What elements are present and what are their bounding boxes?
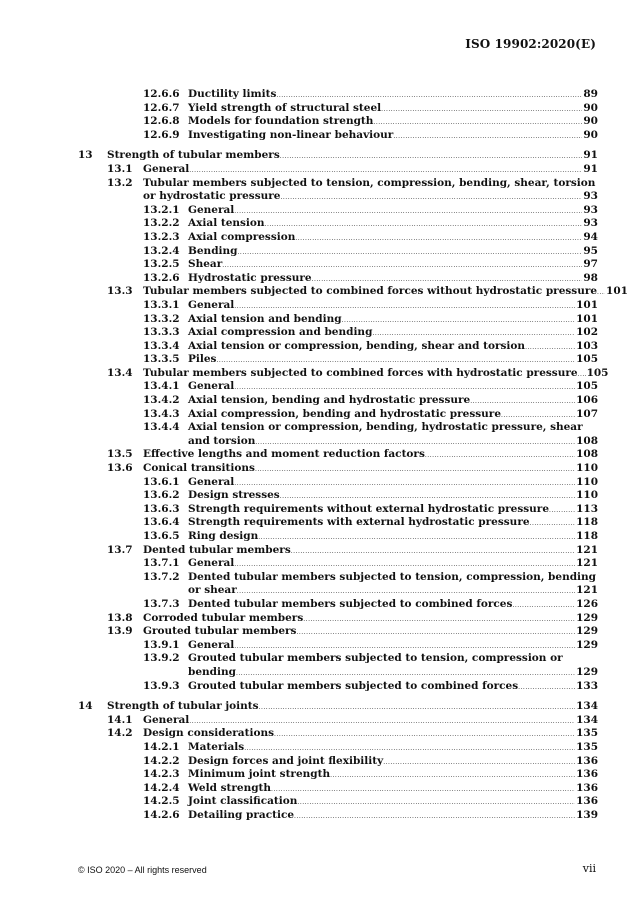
- toc-dot-leader: [234, 204, 582, 219]
- toc-entry-title: Hydrostatic pressure: [188, 271, 312, 284]
- toc-entry-number: 13.4.1: [143, 380, 180, 393]
- toc-dot-leader: [255, 435, 575, 450]
- toc-entry-number: 13.2.2: [143, 217, 180, 230]
- toc-entry-page: 91: [583, 162, 598, 175]
- toc-dot-leader: [222, 258, 582, 273]
- toc-entry-page: 139: [576, 808, 598, 821]
- toc-entry-title: Effective lengths and moment reduction factors: [143, 448, 425, 461]
- toc-entry-number: 14.2.4: [143, 781, 180, 794]
- toc-entry-number: 14.2: [107, 727, 133, 740]
- toc-dot-leader: [383, 755, 575, 770]
- toc-dot-leader: [303, 612, 575, 627]
- toc-entry[interactable]: [78, 299, 598, 313]
- toc-entry-page: 91: [583, 149, 598, 162]
- toc-entry-page: 118: [576, 516, 598, 529]
- toc-dot-leader: [189, 163, 582, 178]
- toc-entry-page: 129: [576, 611, 598, 624]
- toc-entry-page: 134: [576, 713, 598, 726]
- toc-entry[interactable]: [78, 530, 598, 544]
- toc-entry[interactable]: [78, 680, 598, 694]
- toc-dot-leader: [280, 190, 582, 205]
- toc-dot-leader: [274, 727, 575, 742]
- toc-entry-page: 136: [576, 781, 598, 794]
- toc-entry-page: 121: [576, 584, 598, 597]
- toc-entry-title: Design stresses: [188, 489, 280, 502]
- toc-entry-title: Piles: [188, 353, 217, 366]
- toc-entry-page: 101: [576, 298, 598, 311]
- toc-entry-number: 13.2.3: [143, 230, 180, 243]
- toc-entry[interactable]: [78, 231, 598, 245]
- toc-entry-number: 13.7.2: [143, 570, 180, 583]
- toc-entry-number: 13.2.4: [143, 244, 180, 257]
- toc-dot-leader: [259, 700, 576, 715]
- toc-entry-title: Minimum joint strength: [188, 768, 331, 781]
- toc-entry[interactable]: [78, 394, 598, 408]
- toc-entry[interactable]: [78, 700, 598, 714]
- toc-entry-page: 106: [576, 394, 598, 407]
- toc-entry-page: 101: [576, 312, 598, 325]
- toc-entry-page: 134: [576, 700, 598, 713]
- toc-entry-number: 13.3.5: [143, 353, 180, 366]
- toc-dot-leader: [501, 408, 575, 423]
- toc-entry-page: 105: [576, 380, 598, 393]
- toc-entry[interactable]: [78, 768, 598, 782]
- toc-entry-title: Tubular members subjected to combined forces with hydrostatic pressure: [143, 366, 578, 379]
- toc-entry-title: General: [188, 557, 235, 570]
- toc-entry[interactable]: [78, 115, 598, 129]
- toc-entry-page: 113: [576, 502, 598, 515]
- toc-entry-title: General: [188, 475, 235, 488]
- toc-entry-number: 13.6.3: [143, 502, 180, 515]
- toc-entry-page: 129: [576, 625, 598, 638]
- toc-entry-page: 110: [576, 475, 598, 488]
- toc-entry-number: 13.5: [107, 448, 133, 461]
- toc-entry-number: 13.6.1: [143, 475, 180, 488]
- toc-dot-leader: [512, 598, 575, 613]
- toc-entry[interactable]: [78, 557, 598, 571]
- table-of-contents: [78, 88, 628, 822]
- toc-entry[interactable]: [78, 727, 598, 741]
- toc-entry-number: 13.6.5: [143, 530, 180, 542]
- toc-entry-title: General: [143, 162, 190, 175]
- toc-entry[interactable]: [78, 408, 598, 422]
- toc-entry[interactable]: [78, 625, 598, 639]
- toc-entry-title: Strength requirements without external hydrostatic pressure: [188, 502, 550, 515]
- toc-entry-number: 14.2.5: [143, 795, 180, 808]
- toc-entry-title: Axial compression and bending: [188, 326, 373, 339]
- toc-entry[interactable]: [78, 380, 598, 394]
- toc-entry-title: Strength requirements with external hydrostatic pressure: [188, 516, 530, 529]
- toc-entry[interactable]: [78, 204, 598, 218]
- toc-entry-title: Axial tension: [188, 217, 265, 230]
- toc-entry[interactable]: [78, 503, 598, 517]
- toc-entry-title: or hydrostatic pressure: [143, 190, 281, 203]
- toc-entry-page: 110: [576, 489, 598, 502]
- toc-entry-title: Axial tension or compression, bending, shear and torsion: [188, 339, 526, 352]
- toc-entry[interactable]: [78, 129, 598, 143]
- toc-dot-leader: [216, 353, 575, 368]
- toc-entry-number: 13.2.1: [143, 203, 180, 216]
- toc-dot-leader: [280, 489, 575, 504]
- toc-entry[interactable]: [78, 544, 598, 558]
- toc-entry-number: 12.6.9: [143, 128, 180, 141]
- toc-entry-title: Axial tension, bending and hydrostatic pressure: [188, 394, 471, 407]
- toc-dot-leader: [330, 768, 575, 783]
- toc-entry-number: 13.2.5: [143, 258, 180, 271]
- toc-entry-number: 13.3.2: [143, 312, 180, 325]
- toc-entry-number: 14.2.2: [143, 754, 180, 767]
- toc-entry-number: 13.4.2: [143, 394, 180, 407]
- toc-dot-leader: [234, 639, 575, 654]
- toc-entry-title: Design forces and joint flexibility: [188, 754, 384, 767]
- toc-entry-title: Models for foundation strength: [188, 115, 374, 128]
- toc-entry-number: 13.3: [107, 285, 133, 298]
- toc-entry[interactable]: [78, 177, 598, 191]
- toc-entry-page: 93: [583, 217, 598, 230]
- toc-entry[interactable]: [78, 516, 598, 530]
- toc-entry-title: Detailing practice: [188, 808, 295, 821]
- toc-entry[interactable]: [78, 448, 598, 462]
- toc-dot-leader: [255, 462, 575, 477]
- toc-entry[interactable]: [78, 462, 598, 476]
- toc-dot-leader: [234, 557, 575, 572]
- toc-dot-leader: [525, 340, 575, 355]
- toc-entry-page: 94: [583, 230, 598, 243]
- toc-entry-page: 110: [576, 462, 598, 475]
- toc-dot-leader: [393, 129, 582, 144]
- toc-entry-number: 14.2.6: [143, 808, 180, 821]
- toc-entry-number: 13.3.4: [143, 339, 180, 352]
- toc-entry[interactable]: [78, 245, 598, 259]
- toc-entry[interactable]: [78, 102, 598, 116]
- toc-entry-number: 13.4: [107, 366, 133, 379]
- toc-dot-leader: [280, 149, 583, 164]
- toc-entry-number: 14.1: [107, 713, 133, 726]
- toc-entry-title: Grouted tubular members: [143, 625, 297, 638]
- toc-entry-page: 129: [576, 665, 598, 678]
- toc-entry-title: Dented tubular members subjected to tension, compression, bending: [188, 570, 597, 583]
- toc-entry-number: 12.6.6: [143, 88, 180, 100]
- toc-entry-page: 121: [576, 543, 598, 556]
- toc-entry-number: 13.7.3: [143, 597, 180, 610]
- toc-dot-leader: [530, 516, 576, 531]
- toc-entry-title: Corroded tubular members: [143, 611, 304, 624]
- copyright-footer: © ISO 2020 – All rights reserved: [78, 865, 207, 875]
- toc-entry-number: 13.2: [107, 176, 133, 189]
- toc-entry-title: Joint classification: [188, 795, 298, 808]
- toc-entry[interactable]: [78, 476, 598, 490]
- toc-entry-title: Strength of tubular joints: [107, 700, 259, 713]
- toc-entry-title: bending: [188, 665, 236, 678]
- toc-entry-title: or shear: [188, 584, 237, 597]
- toc-entry[interactable]: [78, 652, 598, 666]
- toc-dot-leader: [291, 544, 575, 559]
- toc-entry-title: Axial tension and bending: [188, 312, 342, 325]
- toc-dot-leader: [265, 217, 583, 232]
- toc-entry-page: 135: [576, 740, 598, 753]
- toc-dot-leader: [296, 625, 575, 640]
- toc-entry-number: 13.6.2: [143, 489, 180, 502]
- toc-dot-leader: [234, 299, 575, 314]
- toc-dot-leader: [342, 313, 575, 328]
- toc-entry-page: 135: [576, 727, 598, 740]
- toc-dot-leader: [425, 448, 575, 463]
- toc-entry-title: General: [188, 638, 235, 651]
- toc-entry[interactable]: [78, 639, 598, 653]
- toc-entry-number: 13.3.1: [143, 298, 180, 311]
- toc-entry[interactable]: [78, 217, 598, 231]
- toc-entry-page: 136: [576, 768, 598, 781]
- toc-entry-number: 13: [78, 149, 93, 162]
- toc-entry-title: Ductility limits: [188, 88, 277, 100]
- toc-entry-number: 13.2.6: [143, 271, 180, 284]
- toc-entry-title: Materials: [188, 740, 245, 753]
- toc-entry[interactable]: [78, 795, 598, 809]
- toc-entry-number: 12.6.7: [143, 101, 180, 114]
- toc-entry[interactable]: [78, 489, 598, 503]
- toc-entry-page: 108: [576, 434, 598, 447]
- toc-entry-page: 90: [583, 101, 598, 114]
- toc-entry-title: Tubular members subjected to tension, compression, bending, shear, torsion: [143, 176, 596, 189]
- toc-entry[interactable]: [78, 326, 598, 340]
- toc-entry-number: 13.4.3: [143, 407, 180, 420]
- toc-entry-page: 126: [576, 597, 598, 610]
- toc-dot-leader: [276, 88, 582, 103]
- toc-entry-number: 13.6.4: [143, 516, 180, 529]
- toc-entry-page: 97: [583, 258, 598, 271]
- toc-entry[interactable]: [78, 741, 598, 755]
- toc-entry-title: Weld strength: [188, 781, 272, 794]
- toc-dot-leader: [238, 245, 583, 260]
- toc-entry-page: 136: [576, 754, 598, 767]
- toc-entry[interactable]: [78, 190, 598, 204]
- toc-entry[interactable]: [78, 782, 598, 796]
- toc-entry-title: Grouted tubular members subjected to tension, compression or: [188, 652, 563, 665]
- toc-dot-leader: [271, 782, 575, 797]
- toc-entry-number: 14: [78, 700, 93, 713]
- toc-entry-number: 13.7.1: [143, 557, 180, 570]
- toc-entry-title: Design considerations: [143, 727, 274, 740]
- toc-dot-leader: [381, 102, 582, 117]
- toc-dot-leader: [294, 809, 575, 824]
- toc-entry-page: 129: [576, 638, 598, 651]
- document-id-header: ISO 19902:2020(E): [465, 37, 596, 51]
- toc-entry-number: 12.6.8: [143, 115, 180, 128]
- toc-entry-page: 103: [576, 339, 598, 352]
- toc-entry-number: 13.1: [107, 162, 133, 175]
- toc-entry-title: General: [188, 380, 235, 393]
- toc-dot-leader: [312, 272, 583, 287]
- toc-dot-leader: [234, 380, 575, 395]
- toc-dot-leader: [373, 115, 582, 130]
- toc-dot-leader: [470, 394, 575, 409]
- toc-entry-page: 95: [583, 244, 598, 257]
- toc-entry-page: 102: [576, 326, 598, 339]
- toc-entry-title: Investigating non-linear behaviour: [188, 128, 394, 141]
- toc-entry-page: 136: [576, 795, 598, 808]
- toc-entry-page: 89: [583, 88, 598, 100]
- toc-entry[interactable]: [78, 421, 598, 435]
- toc-entry[interactable]: [78, 285, 628, 299]
- toc-dot-leader: [237, 584, 575, 599]
- toc-entry[interactable]: [78, 666, 598, 680]
- toc-entry[interactable]: [78, 366, 609, 381]
- toc-entry-title: Axial compression: [188, 230, 296, 243]
- toc-dot-leader: [244, 741, 575, 756]
- toc-entry-number: 13.3.3: [143, 326, 180, 339]
- toc-entry-title: Axial compression, bending and hydrostatic pressure: [188, 407, 502, 420]
- toc-entry-page: 98: [583, 271, 598, 284]
- toc-entry-page: 90: [583, 128, 598, 141]
- toc-entry-number: 13.9.3: [143, 679, 180, 692]
- toc-entry-page: 133: [576, 679, 598, 692]
- toc-entry-number: 13.4.4: [143, 421, 180, 434]
- toc-dot-leader: [578, 367, 586, 382]
- toc-entry-title: Yield strength of structural steel: [188, 101, 382, 114]
- toc-entry-number: 14.2.1: [143, 740, 180, 753]
- toc-entry-number: 13.8: [107, 611, 133, 624]
- toc-entry[interactable]: [78, 149, 598, 163]
- toc-dot-leader: [297, 795, 575, 810]
- toc-entry-page: 105: [576, 353, 598, 366]
- toc-entry-page: 118: [576, 530, 598, 542]
- toc-entry-page: 107: [576, 407, 598, 420]
- toc-dot-leader: [295, 231, 582, 246]
- toc-dot-leader: [372, 326, 575, 341]
- toc-entry[interactable]: [78, 809, 598, 823]
- toc-entry-title: Grouted tubular members subjected to combined forces: [188, 679, 519, 692]
- toc-entry-title: Tubular members subjected to combined forces without hydrostatic pressure: [143, 285, 598, 298]
- toc-entry-title: Shear: [188, 258, 223, 271]
- toc-entry-page: 105: [586, 366, 609, 379]
- toc-entry[interactable]: [78, 612, 598, 626]
- toc-dot-leader: [236, 666, 575, 681]
- toc-entry-number: 13.6: [107, 462, 133, 475]
- toc-entry-title: Strength of tubular members: [107, 149, 280, 162]
- toc-entry-title: and torsion: [188, 434, 256, 447]
- toc-entry-title: General: [143, 713, 190, 726]
- toc-entry[interactable]: [78, 88, 598, 102]
- page-number: vii: [582, 862, 596, 875]
- toc-entry-number: 13.9: [107, 625, 133, 638]
- toc-entry-title: Axial tension or compression, bending, hydrostatic pressure, shear: [188, 421, 583, 434]
- toc-entry-page: 93: [583, 203, 598, 216]
- toc-entry-number: 13.9.2: [143, 652, 180, 665]
- toc-entry-title: Dented tubular members: [143, 543, 291, 556]
- toc-entry-page: 101: [606, 285, 628, 298]
- toc-entry-title: General: [188, 203, 235, 216]
- toc-dot-leader: [258, 530, 575, 545]
- toc-entry-number: 14.2.3: [143, 768, 180, 781]
- toc-entry-title: Dented tubular members subjected to combined forces: [188, 597, 513, 610]
- toc-entry-number: 13.7: [107, 543, 133, 556]
- toc-dot-leader: [234, 476, 575, 491]
- toc-entry[interactable]: [78, 163, 598, 177]
- toc-entry[interactable]: [78, 571, 598, 585]
- toc-dot-leader: [189, 714, 575, 729]
- toc-entry-title: General: [188, 298, 235, 311]
- toc-entry-page: 93: [583, 190, 598, 203]
- toc-entry[interactable]: [78, 598, 598, 612]
- toc-entry[interactable]: [78, 755, 598, 769]
- toc-entry-title: Conical transitions: [143, 462, 255, 475]
- toc-dot-leader: [549, 503, 575, 518]
- toc-entry[interactable]: [78, 435, 598, 449]
- toc-entry-title: Ring design: [188, 530, 259, 542]
- toc-entry[interactable]: [78, 714, 598, 728]
- toc-dot-leader: [597, 285, 605, 300]
- toc-dot-leader: [518, 680, 575, 695]
- toc-entry-title: Bending: [188, 244, 238, 257]
- toc-entry[interactable]: [78, 272, 598, 286]
- toc-entry[interactable]: [78, 353, 598, 367]
- toc-entry-number: 13.9.1: [143, 638, 180, 651]
- toc-entry[interactable]: [78, 340, 598, 354]
- toc-entry[interactable]: [78, 584, 598, 598]
- toc-entry[interactable]: [78, 258, 598, 272]
- toc-entry-page: 121: [576, 557, 598, 570]
- toc-entry-page: 90: [583, 115, 598, 128]
- toc-entry-page: 108: [576, 448, 598, 461]
- toc-entry[interactable]: [78, 313, 598, 327]
